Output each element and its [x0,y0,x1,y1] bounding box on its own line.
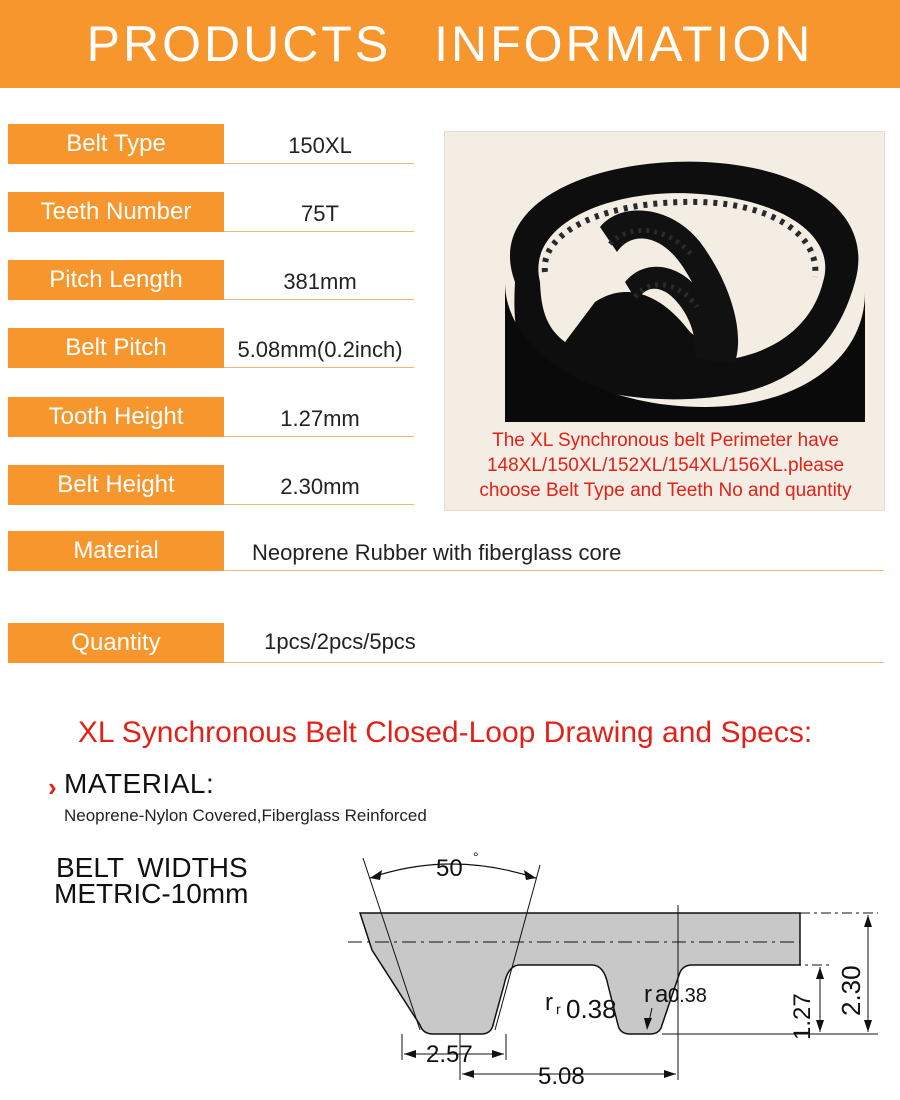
spec-label-tooth-height: Tooth Height [8,397,224,437]
spec-divider [224,662,884,663]
spec-value-tooth-height: 1.27mm [280,406,360,431]
spec-value-belt-type: 150XL [288,133,352,158]
spec-divider [224,504,414,505]
header-banner [0,0,900,88]
spec-label-quantity: Quantity [8,623,224,663]
spec-divider [224,570,884,571]
photo-caption-line: The XL Synchronous belt Perimeter have [492,430,839,451]
metric-width-label: METRIC-10mm [54,878,249,909]
tip-radius-prefix: r [644,981,652,1008]
tip-radius-value: 0.38 [668,985,707,1007]
belt-height-value: 2.30 [836,965,866,1016]
chevron-right-icon: › [48,772,57,802]
degree-symbol: ° [473,849,479,865]
spec-label-teeth-number: Teeth Number [8,192,224,232]
spec-value-belt-pitch: 5.08mm(0.2inch) [237,337,403,362]
spec-divider [224,367,414,368]
material-description: Neoprene-Nylon Covered,Fiberglass Reinforced [64,806,427,825]
drawing-section-title: XL Synchronous Belt Closed-Loop Drawing and Specs: [77,716,813,749]
pitch-value: 5.08 [538,1063,585,1090]
spec-value-belt-height: 2.30mm [280,474,360,499]
product-photo [444,131,885,511]
spec-label-belt-pitch: Belt Pitch [8,328,224,368]
photo-caption-line: 148XL/150XL/152XL/154XL/156XL.please [486,455,845,476]
tooth-height-value: 1.27 [789,993,816,1040]
root-radius-subscript: r [556,1001,561,1017]
tip-radius-subscript: a [655,981,669,1008]
page-title: PRODUCTS INFORMATION [86,16,814,72]
spec-label-pitch-length: Pitch Length [8,260,224,300]
spec-value-teeth-number: 75T [301,201,339,226]
spec-divider [224,163,414,164]
spec-divider [224,299,414,300]
tooth-width-value: 2.57 [426,1041,473,1068]
material-heading: MATERIAL: [64,768,215,799]
angle-value: 50 [436,855,463,882]
spec-value-material: Neoprene Rubber with fiberglass core [252,540,622,565]
belt-widths-label: BELT WIDTHS [56,852,248,883]
root-radius-prefix: r [545,989,553,1016]
spec-label-belt-height: Belt Height [8,465,224,505]
photo-caption [445,428,885,503]
spec-value-quantity: 1pcs/2pcs/5pcs [264,629,416,654]
belt-profile-drawing [330,840,890,1098]
spec-divider [224,231,414,232]
timing-belt-illustration [445,132,885,428]
photo-caption-line: choose Belt Type and Teeth No and quantity [479,480,852,501]
spec-label-material: Material [8,531,224,571]
spec-divider [224,436,414,437]
root-radius-value: 0.38 [566,994,617,1024]
spec-label-belt-type: Belt Type [8,124,224,164]
spec-value-pitch-length: 381mm [283,269,357,294]
